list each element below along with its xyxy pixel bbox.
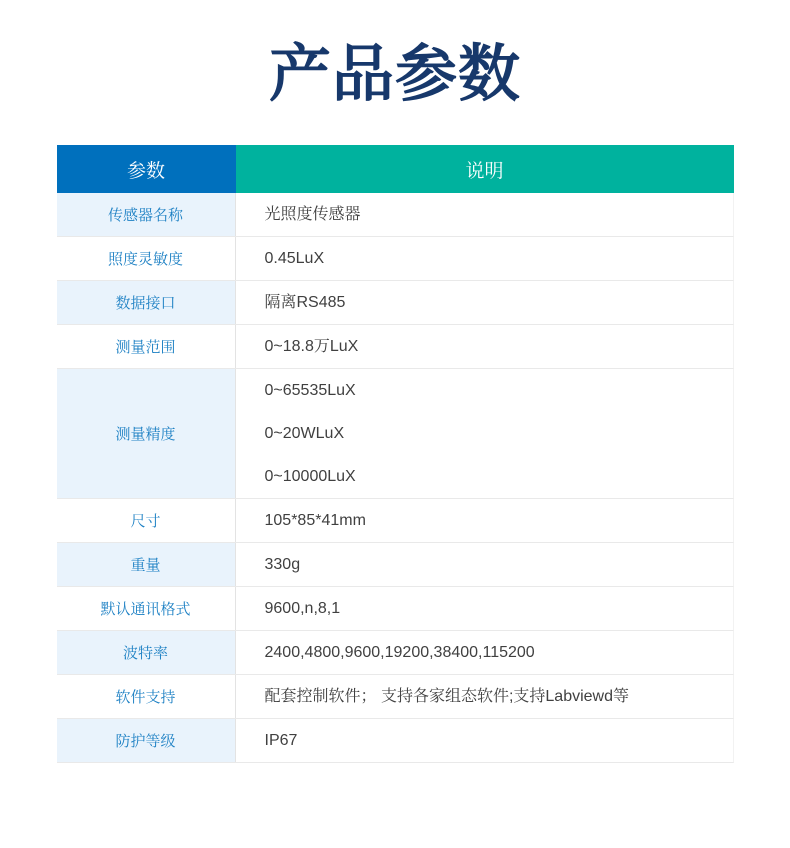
desc-line: IP67 [264, 732, 298, 749]
param-cell: 测量范围 [57, 325, 236, 368]
desc-cell [236, 543, 733, 586]
table-header-row [57, 145, 734, 193]
param-cell: 传感器名称 [57, 193, 236, 236]
desc-cell [236, 675, 733, 718]
table-row [57, 193, 734, 237]
desc-cell [236, 193, 733, 236]
desc-cell [236, 587, 733, 630]
table-row [57, 499, 734, 543]
desc-line: 0~20WLuX [264, 425, 345, 442]
desc-line: 105*85*41mm [264, 512, 366, 529]
param-cell: 波特率 [57, 631, 236, 674]
param-cell: 测量精度 [57, 369, 236, 498]
param-cell: 照度灵敏度 [57, 237, 236, 280]
desc-line: 0~18.8万LuX [264, 338, 359, 355]
table-row [57, 675, 734, 719]
table-row [57, 543, 734, 587]
table-row [57, 369, 734, 499]
desc-line: 配套控制软件； 支持各家组态软件;支持Labviewd等 [264, 688, 629, 705]
desc-cell [236, 631, 733, 674]
desc-cell [236, 325, 733, 368]
desc-line: 光照度传感器 [264, 206, 361, 223]
desc-line: 0~65535LuX [264, 382, 356, 399]
desc-cell [236, 499, 733, 542]
param-cell: 默认通讯格式 [57, 587, 236, 630]
desc-cell [236, 281, 733, 324]
desc-line: 330g [264, 556, 301, 573]
desc-line: 9600,n,8,1 [264, 600, 341, 617]
table-row [57, 631, 734, 675]
table-row [57, 237, 734, 281]
param-cell: 软件支持 [57, 675, 236, 718]
param-cell: 尺寸 [57, 499, 236, 542]
desc-line: 隔离RS485 [264, 294, 346, 311]
table-row [57, 587, 734, 631]
desc-cell [236, 369, 733, 498]
spec-table [57, 145, 734, 763]
table-row [57, 281, 734, 325]
table-row [57, 325, 734, 369]
param-cell: 重量 [57, 543, 236, 586]
table-row [57, 719, 734, 763]
desc-cell [236, 237, 733, 280]
desc-line: 2400,4800,9600,19200,38400,115200 [264, 644, 535, 661]
param-cell: 防护等级 [57, 719, 236, 762]
desc-cell [236, 719, 733, 762]
page-title: 产品参数 [268, 40, 521, 109]
desc-line: 0.45LuX [264, 250, 325, 267]
desc-line: 0~10000LuX [264, 468, 356, 485]
param-cell: 数据接口 [57, 281, 236, 324]
col-header-desc: 说明 [236, 145, 734, 193]
col-header-param: 参数 [57, 145, 236, 193]
